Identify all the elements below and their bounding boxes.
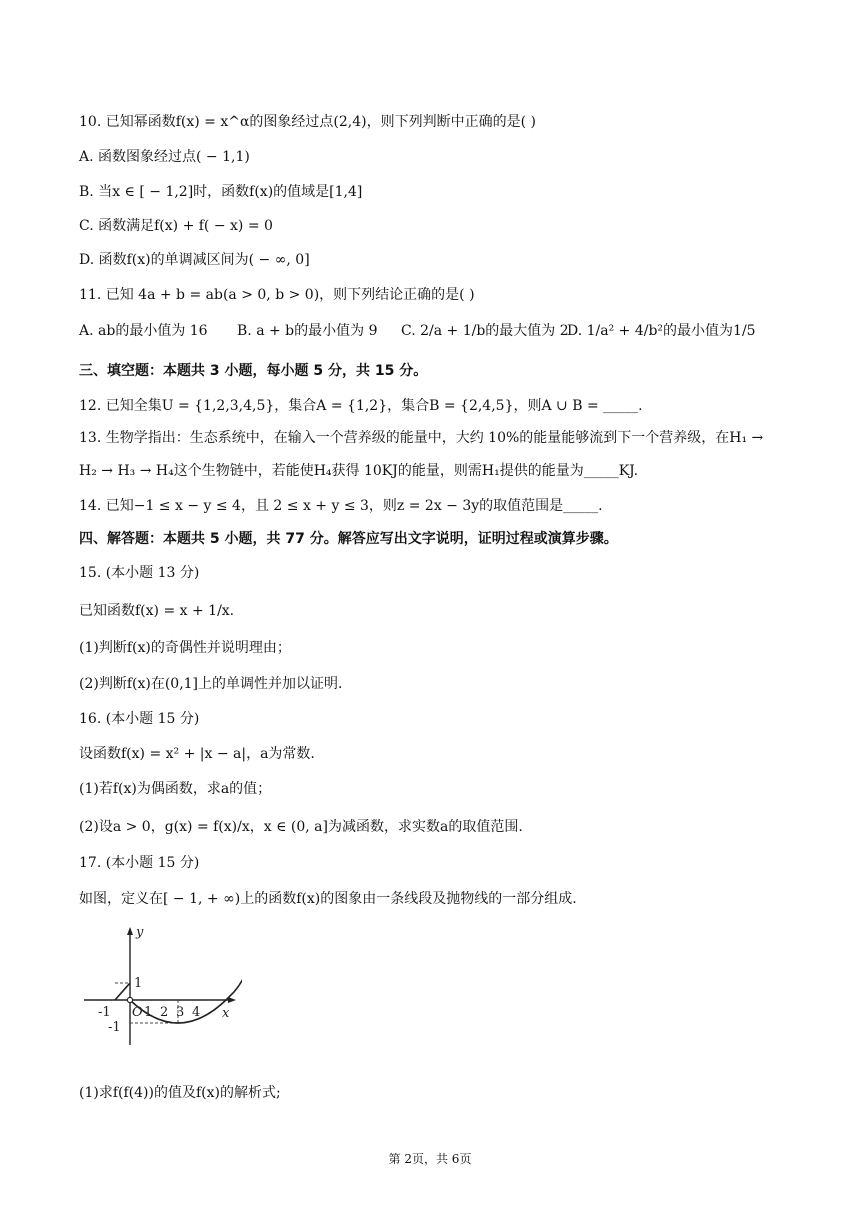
q11-option-d: D. 1/a² + 4/b²的最小值为1/5 bbox=[567, 323, 756, 339]
question-line-q10d: D. 函数f(x)的单调减区间为( − ∞, 0] bbox=[79, 252, 310, 268]
question-line-q16p2: (2)设a > 0，g(x) = f(x)/x，x ∈ (0, a]为减函数，求实数a的取值范围. bbox=[79, 819, 523, 835]
question-line-q10b: B. 当x ∈ [ − 1,2]时，函数f(x)的值域是[1,4] bbox=[79, 184, 363, 200]
graph-label-neg-one-y: -1 bbox=[108, 1020, 121, 1035]
graph-label-neg-one-x: -1 bbox=[98, 1005, 111, 1020]
question-line-q17: 17. (本小题 15 分) bbox=[79, 855, 200, 871]
graph-label-origin: O bbox=[132, 1005, 143, 1020]
question-line-q15: 15. (本小题 13 分) bbox=[79, 565, 200, 581]
question-line-q16: 16. (本小题 15 分) bbox=[79, 711, 200, 727]
question-line-q17stem: 如图，定义在[ − 1, + ∞)上的函数f(x)的图象由一条线段及抛物线的一部分组成. bbox=[79, 891, 577, 907]
q11-options bbox=[79, 320, 779, 344]
graph-label-one: 1 bbox=[134, 976, 143, 991]
graph-tick-1: 1 bbox=[144, 1005, 153, 1020]
q11-option-a: A. ab的最小值为 16 bbox=[79, 323, 208, 339]
question-line-q17p1: (1)求f(f(4))的值及f(x)的解析式; bbox=[79, 1085, 281, 1101]
graph-tick-2: 2 bbox=[160, 1005, 169, 1020]
graph-label-y: y bbox=[136, 925, 144, 940]
q11-option-c: C. 2/a + 1/b的最大值为 2 bbox=[401, 323, 569, 339]
open-point bbox=[127, 997, 132, 1002]
graph-tick-3: 3 bbox=[176, 1005, 185, 1020]
question-line-q10: 10. 已知幂函数f(x) = x^α的图象经过点(2,4)，则下列判断中正确的是( ) bbox=[79, 114, 536, 130]
question-line-q11: 11. 已知 4a + b = ab(a > 0, b > 0)，则下列结论正确的是( ) bbox=[79, 287, 475, 303]
question-line-q14: 14. 已知−1 ≤ x − y ≤ 4，且 2 ≤ x + y ≤ 3，则z = 2x − 3y的取值范围是_____. bbox=[79, 498, 603, 514]
graph-label-x: x bbox=[222, 1006, 230, 1021]
page-footer: 第 2页，共 6页 bbox=[388, 1152, 472, 1166]
question-line-q12: 12. 已知全集U = {1,2,3,4,5}，集合A = {1,2}，集合B = {2,4,5}，则A ∪ B = _____. bbox=[79, 398, 643, 414]
question-line-q15stem: 已知函数f(x) = x + 1/x. bbox=[79, 603, 235, 619]
y-axis-arrow bbox=[127, 927, 133, 935]
question-line-q13b: H₂ → H₃ → H₄这个生物链中，若能使H₄获得 10KJ的能量，则需H₁提供的能量为_____KJ. bbox=[79, 463, 639, 479]
question-line-q15p2: (2)判断f(x)在(0,1]上的单调性并加以证明. bbox=[79, 676, 343, 692]
q11-option-b: B. a + b的最小值为 9 bbox=[237, 323, 378, 339]
question-line-q16p1: (1)若f(x)为偶函数，求a的值； bbox=[79, 781, 272, 797]
question-line-q10c: C. 函数满足f(x) + f( − x) = 0 bbox=[79, 218, 273, 234]
question-line-q16stem: 设函数f(x) = x² + |x − a|，a为常数. bbox=[79, 746, 315, 762]
function-graph bbox=[82, 925, 242, 1050]
question-line-q13a: 13. 生物学指出：生态系统中，在输入一个营养级的能量中，大约 10%的能量能够流到下一个营养级，在H₁ → bbox=[79, 430, 764, 446]
question-line-sec3: 三、填空题：本题共 3 小题，每小题 5 分，共 15 分。 bbox=[79, 363, 428, 379]
question-line-sec4: 四、解答题：本题共 5 小题，共 77 分。解答应写出文字说明，证明过程或演算步骤。 bbox=[79, 531, 618, 547]
question-line-q10a: A. 函数图象经过点( − 1,1) bbox=[79, 149, 250, 165]
graph-tick-4: 4 bbox=[192, 1005, 201, 1020]
graph-segment bbox=[115, 983, 130, 1000]
question-line-q15p1: (1)判断f(x)的奇偶性并说明理由； bbox=[79, 640, 291, 656]
